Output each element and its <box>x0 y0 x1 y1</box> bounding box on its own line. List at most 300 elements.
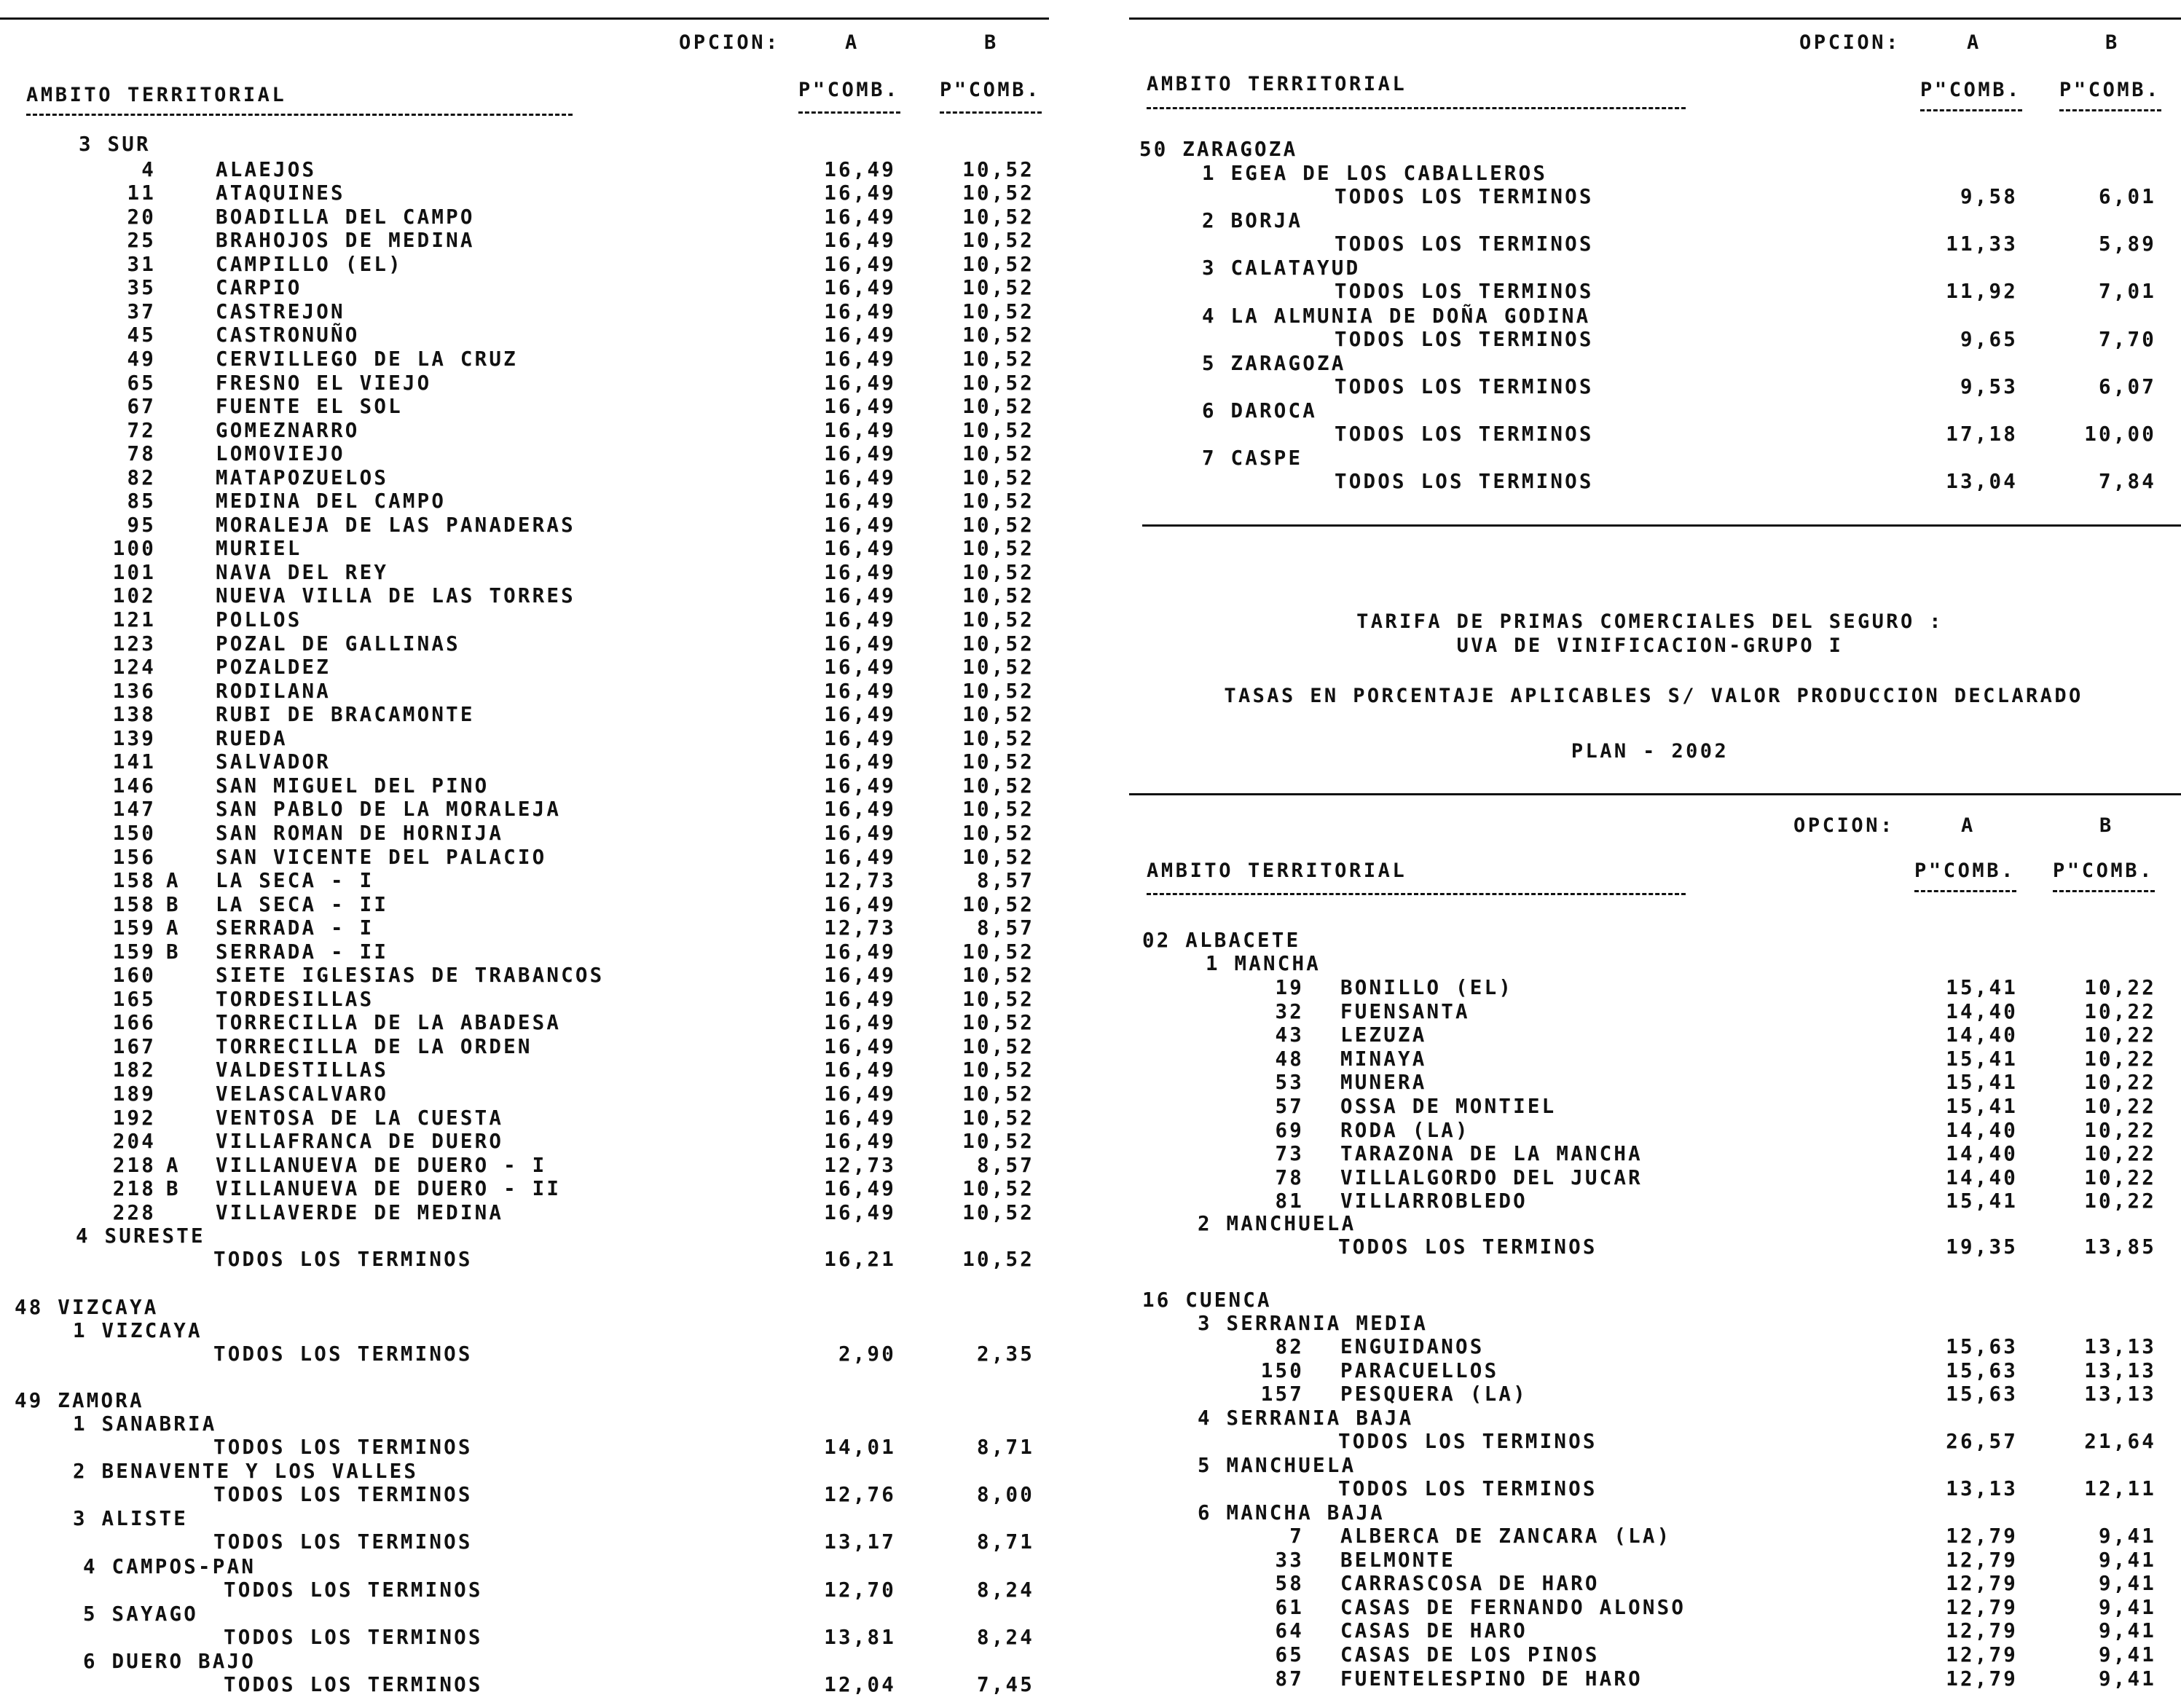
municipality-name: RODA (LA) <box>1340 1118 1470 1142</box>
rate-a: 17,18 <box>1946 422 2018 446</box>
rate-a: 12,73 <box>824 1153 896 1177</box>
municipality-name: PARACUELLOS <box>1340 1358 1499 1382</box>
rate-a: 9,58 <box>1960 185 2018 208</box>
terms-label: TODOS LOS TERMINOS <box>213 1436 473 1459</box>
municipality-code: 4 <box>141 157 156 181</box>
rate-b: 10,22 <box>2084 999 2156 1023</box>
rate-a: 16,49 <box>824 703 896 727</box>
rate-b: 7,01 <box>2098 280 2156 304</box>
ambito-label-2: AMBITO TERRITORIAL <box>1147 859 1407 882</box>
municipality-name: LA SECA - II <box>216 892 389 916</box>
vizcaya-terms: TODOS LOS TERMINOS <box>213 1342 473 1366</box>
municipality-code: 189 <box>112 1082 156 1106</box>
comarca-label: 6 DAROCA <box>1202 399 1318 422</box>
sureste-terms: TODOS LOS TERMINOS <box>213 1248 473 1271</box>
municipality-name: ATAQUINES <box>216 181 345 205</box>
municipality-name: BELMONTE <box>1340 1548 1456 1572</box>
municipality-code: 35 <box>127 276 156 300</box>
comarca-label: 4 LA ALMUNIA DE DOÑA GODINA <box>1202 304 1591 328</box>
municipality-code: 19 <box>1275 976 1304 999</box>
municipality-code: 37 <box>127 299 156 323</box>
municipality-code: 25 <box>127 229 156 253</box>
terms-label: TODOS LOS TERMINOS <box>224 1625 483 1649</box>
rate-a: 14,01 <box>824 1436 896 1459</box>
rate-b: 9,41 <box>2098 1595 2156 1619</box>
rate-a: 16,49 <box>824 679 896 703</box>
top-rule <box>0 17 1049 20</box>
municipality-code: 218 <box>112 1153 156 1177</box>
albacete-label: 02 ALBACETE <box>1142 929 1301 952</box>
municipality-code: 150 <box>112 821 156 845</box>
municipality-name: MEDINA DEL CAMPO <box>216 489 447 513</box>
rate-a: 14,40 <box>1946 1142 2018 1166</box>
mid-rule <box>1142 524 2181 527</box>
rate-b: 10,22 <box>2084 1047 2156 1071</box>
rate-b: 13,13 <box>2084 1358 2156 1382</box>
rate-b: 8,57 <box>976 916 1034 940</box>
municipality-name: NUEVA VILLA DE LAS TORRES <box>216 584 575 608</box>
municipality-code: 45 <box>127 323 156 347</box>
rate-b: 10,00 <box>2084 422 2156 446</box>
municipality-code: 158 <box>112 892 156 916</box>
rate-b: 8,71 <box>976 1436 1034 1459</box>
option-b-label-2: B <box>2099 814 2114 837</box>
rate-a: 12,79 <box>1946 1524 2018 1548</box>
rate-b: 10,52 <box>962 1034 1034 1058</box>
municipality-name: CASTRONUÑO <box>216 323 360 347</box>
municipality-name: MORALEJA DE LAS PANADERAS <box>216 513 575 537</box>
municipality-code: 192 <box>112 1106 156 1130</box>
municipality-code: 102 <box>112 584 156 608</box>
rate-b: 10,52 <box>962 276 1034 300</box>
municipality-code: 82 <box>1275 1335 1304 1358</box>
municipality-code: 150 <box>1260 1358 1304 1382</box>
terms-label: TODOS LOS TERMINOS <box>1335 232 1594 256</box>
municipality-name: VILLAVERDE DE MEDINA <box>216 1200 504 1224</box>
comarca-label: 1 SANABRIA <box>73 1412 217 1436</box>
rate-b: 10,52 <box>962 608 1034 631</box>
rate-a: 16,49 <box>824 418 896 442</box>
rate-a: 12,73 <box>824 916 896 940</box>
rate-a: 12,79 <box>1946 1572 2018 1596</box>
rate-a: 16,49 <box>824 465 896 489</box>
ambito-underline-2 <box>1147 893 1686 895</box>
rate-b: 7,70 <box>2098 327 2156 351</box>
rate-b: 7,84 <box>2098 470 2156 494</box>
municipality-code: 33 <box>1275 1548 1304 1572</box>
rate-a: 16,49 <box>824 631 896 656</box>
municipality-name: LA SECA - I <box>216 869 374 892</box>
municipality-name: MATAPOZUELOS <box>216 465 389 489</box>
municipality-code: 165 <box>112 987 156 1011</box>
pcomb-a-underline-2 <box>1914 890 2016 892</box>
sureste-a: 16,21 <box>824 1248 896 1271</box>
municipality-code: 20 <box>127 205 156 229</box>
rate-b: 10,52 <box>962 537 1034 561</box>
vizcaya-b: 2,35 <box>976 1342 1034 1366</box>
terms-label: TODOS LOS TERMINOS <box>1335 185 1594 208</box>
option-b-label: B <box>984 31 999 54</box>
rate-b: 10,52 <box>962 395 1034 418</box>
rate-a: 12,73 <box>824 869 896 892</box>
municipality-suffix: A <box>166 916 181 940</box>
municipality-suffix: B <box>166 892 181 916</box>
municipality-code: 78 <box>1275 1165 1304 1189</box>
municipality-name: SAN ROMAN DE HORNIJA <box>216 821 504 845</box>
municipality-name: POLLOS <box>216 608 302 631</box>
municipality-name: VILLANUEVA DE DUERO - II <box>216 1177 562 1201</box>
cuenca-sub-serrania-baja: 4 SERRANIA BAJA <box>1198 1406 1414 1430</box>
rate-a: 16,49 <box>824 489 896 513</box>
municipality-name: VILLARROBLEDO <box>1340 1189 1528 1213</box>
rate-a: 16,49 <box>824 798 896 822</box>
rate-b: 10,52 <box>962 703 1034 727</box>
sureste-label: 4 SURESTE <box>76 1224 205 1248</box>
rate-b: 10,52 <box>962 821 1034 845</box>
rate-a: 12,76 <box>824 1483 896 1507</box>
municipality-name: SAN VICENTE DEL PALACIO <box>216 845 547 869</box>
rate-a: 16,49 <box>824 821 896 845</box>
municipality-code: 167 <box>112 1034 156 1058</box>
municipality-name: MUNERA <box>1340 1071 1427 1095</box>
comarca-label: 3 ALISTE <box>73 1507 189 1531</box>
municipality-name: BOADILLA DEL CAMPO <box>216 205 475 229</box>
rate-b: 10,52 <box>962 964 1034 988</box>
rate-a: 15,41 <box>1946 1071 2018 1095</box>
albacete-manchuela-b: 13,85 <box>2084 1235 2156 1259</box>
rate-a: 16,49 <box>824 750 896 774</box>
municipality-suffix: B <box>166 940 181 964</box>
municipality-code: 73 <box>1275 1142 1304 1166</box>
rate-b: 10,52 <box>962 798 1034 822</box>
rate-a: 16,49 <box>824 442 896 466</box>
rate-a: 16,49 <box>824 513 896 537</box>
albacete-sub-mancha: 1 MANCHA <box>1206 952 1321 975</box>
municipality-suffix: A <box>166 869 181 892</box>
pcomb-a-underline <box>798 111 900 114</box>
rate-b: 10,52 <box>962 181 1034 205</box>
rate-a: 16,49 <box>824 1011 896 1035</box>
rate-b: 9,41 <box>2098 1572 2156 1596</box>
terms-label: TODOS LOS TERMINOS <box>1335 374 1594 398</box>
municipality-code: 82 <box>127 465 156 489</box>
municipality-code: 204 <box>112 1130 156 1154</box>
municipality-name: ALAEJOS <box>216 157 317 181</box>
rate-b: 10,52 <box>962 299 1034 323</box>
comarca-label: 2 BENAVENTE Y LOS VALLES <box>73 1460 419 1484</box>
municipality-code: 138 <box>112 703 156 727</box>
municipality-code: 228 <box>112 1200 156 1224</box>
rate-a: 15,41 <box>1946 1047 2018 1071</box>
rate-b: 10,52 <box>962 347 1034 371</box>
rate-a: 16,49 <box>824 1177 896 1201</box>
rate-b: 10,52 <box>962 1058 1034 1082</box>
vizcaya-sub: 1 VIZCAYA <box>73 1319 203 1342</box>
terms-label: TODOS LOS TERMINOS <box>1335 470 1594 494</box>
tariff-title: TARIFA DE PRIMAS COMERCIALES DEL SEGURO : <box>1356 610 1944 633</box>
terms-label: TODOS LOS TERMINOS <box>213 1483 473 1507</box>
municipality-name: TORRECILLA DE LA ORDEN <box>216 1034 533 1058</box>
municipality-code: 100 <box>112 537 156 561</box>
terms-label: TODOS LOS TERMINOS <box>1335 327 1594 351</box>
pcomb-b-label: P"COMB. <box>940 79 1041 101</box>
municipality-name: TORDESILLAS <box>216 987 374 1011</box>
zaragoza-label: 50 ZARAGOZA <box>1139 138 1298 161</box>
comarca-label: 1 EGEA DE LOS CABALLEROS <box>1202 162 1548 185</box>
municipality-code: 48 <box>1275 1047 1304 1071</box>
rate-a: 16,49 <box>824 987 896 1011</box>
cuenca-manchuela-b: 12,11 <box>2084 1477 2156 1500</box>
zamora-label: 49 ZAMORA <box>15 1389 144 1412</box>
terms-label: TODOS LOS TERMINOS <box>1335 422 1594 446</box>
municipality-code: 7 <box>1289 1524 1304 1548</box>
rate-a: 11,92 <box>1946 280 2018 304</box>
ambito-underline <box>26 114 573 116</box>
rate-a: 16,49 <box>824 1130 896 1154</box>
municipality-name: TORRECILLA DE LA ABADESA <box>216 1011 562 1035</box>
pcomb-b-label-2: P"COMB. <box>2053 859 2154 882</box>
municipality-code: 72 <box>127 418 156 442</box>
cuenca-sub-serrania-media: 3 SERRANIA MEDIA <box>1198 1312 1429 1335</box>
municipality-name: CAMPILLO (EL) <box>216 252 403 276</box>
rate-b: 9,41 <box>2098 1666 2156 1691</box>
municipality-code: 159 <box>112 940 156 964</box>
rate-b: 10,52 <box>962 1106 1034 1130</box>
municipality-name: POZALDEZ <box>216 656 331 680</box>
municipality-code: 124 <box>112 656 156 680</box>
rate-b: 10,22 <box>2084 976 2156 999</box>
rate-b: 10,52 <box>962 774 1034 798</box>
rate-a: 14,40 <box>1946 1023 2018 1047</box>
municipality-name: CASAS DE LOS PINOS <box>1340 1643 1600 1666</box>
municipality-code: 81 <box>1275 1189 1304 1213</box>
municipality-name: VILLANUEVA DE DUERO - I <box>216 1153 547 1177</box>
rate-a: 16,49 <box>824 1058 896 1082</box>
pcomb-b-underline <box>940 111 1042 114</box>
comarca-label: 3 CALATAYUD <box>1202 256 1361 280</box>
municipality-name: NAVA DEL REY <box>216 560 389 584</box>
municipality-name: FRESNO EL VIEJO <box>216 371 432 395</box>
right-pcomb-a-label: P"COMB. <box>1920 79 2021 101</box>
municipality-name: ENGUIDANOS <box>1340 1335 1485 1358</box>
rate-b: 10,52 <box>962 229 1034 253</box>
comarca-label: 4 CAMPOS-PAN <box>83 1554 256 1578</box>
rate-a: 15,63 <box>1946 1382 2018 1406</box>
rate-b: 10,52 <box>962 205 1034 229</box>
municipality-code: 166 <box>112 1011 156 1035</box>
rate-b: 10,22 <box>2084 1142 2156 1166</box>
cuenca-serrania-baja-terms: TODOS LOS TERMINOS <box>1338 1430 1598 1453</box>
plan-year: PLAN - 2002 <box>1571 740 1729 763</box>
pcomb-b-underline-2 <box>2053 890 2155 892</box>
rate-b: 8,57 <box>976 1153 1034 1177</box>
terms-label: TODOS LOS TERMINOS <box>1335 280 1594 304</box>
municipality-code: 95 <box>127 513 156 537</box>
rate-b: 10,22 <box>2084 1118 2156 1142</box>
municipality-code: 147 <box>112 798 156 822</box>
municipality-code: 123 <box>112 631 156 656</box>
municipality-code: 49 <box>127 347 156 371</box>
municipality-name: MINAYA <box>1340 1047 1427 1071</box>
municipality-name: VENTOSA DE LA CUESTA <box>216 1106 504 1130</box>
rate-b: 10,52 <box>962 1130 1034 1154</box>
rate-a: 16,49 <box>824 892 896 916</box>
comarca-label: 7 CASPE <box>1202 446 1303 471</box>
rate-a: 13,81 <box>824 1625 896 1649</box>
rate-b: 8,57 <box>976 869 1034 892</box>
right-column <box>1122 0 2181 1708</box>
right-ambito-label: AMBITO TERRITORIAL <box>1147 73 1407 95</box>
rate-b: 10,52 <box>962 679 1034 703</box>
municipality-code: 121 <box>112 608 156 631</box>
rate-a: 14,40 <box>1946 999 2018 1023</box>
municipality-code: 43 <box>1275 1023 1304 1047</box>
municipality-name: CERVILLEGO DE LA CRUZ <box>216 347 518 371</box>
rate-b: 10,52 <box>962 252 1034 276</box>
municipality-name: PESQUERA (LA) <box>1340 1382 1528 1406</box>
rate-a: 12,70 <box>824 1578 896 1602</box>
municipality-name: SAN PABLO DE LA MORALEJA <box>216 798 562 822</box>
rate-a: 16,49 <box>824 1034 896 1058</box>
rate-a: 15,41 <box>1946 1095 2018 1118</box>
municipality-name: POZAL DE GALLINAS <box>216 631 460 656</box>
option-a-label: A <box>845 31 860 54</box>
municipality-code: 156 <box>112 845 156 869</box>
municipality-name: LEZUZA <box>1340 1023 1427 1047</box>
rate-b: 10,52 <box>962 442 1034 466</box>
municipality-name: BRAHOJOS DE MEDINA <box>216 229 475 253</box>
municipality-name: SERRADA - I <box>216 916 374 940</box>
comarca-label: 6 DUERO BAJO <box>83 1650 256 1673</box>
rate-b: 13,13 <box>2084 1382 2156 1406</box>
municipality-code: 182 <box>112 1058 156 1082</box>
rate-a: 12,79 <box>1946 1619 2018 1643</box>
right-ambito-underline <box>1147 107 1686 109</box>
rate-a: 16,49 <box>824 560 896 584</box>
rate-b: 10,52 <box>962 750 1034 774</box>
rate-b: 10,52 <box>962 726 1034 750</box>
rate-b: 10,52 <box>962 371 1034 395</box>
rate-a: 16,49 <box>824 845 896 869</box>
rate-b: 9,41 <box>2098 1548 2156 1572</box>
municipality-name: BONILLO (EL) <box>1340 976 1514 999</box>
rate-b: 10,52 <box>962 489 1034 513</box>
rate-b: 8,24 <box>976 1625 1034 1649</box>
rate-b: 9,41 <box>2098 1524 2156 1548</box>
rate-b: 10,52 <box>962 1011 1034 1035</box>
municipality-code: 136 <box>112 679 156 703</box>
rate-a: 16,49 <box>824 205 896 229</box>
rate-b: 10,22 <box>2084 1071 2156 1095</box>
municipality-code: 11 <box>127 181 156 205</box>
rate-b: 10,52 <box>962 323 1034 347</box>
municipality-name: CARRASCOSA DE HARO <box>1340 1572 1600 1596</box>
rate-a: 9,53 <box>1960 374 2018 398</box>
municipality-name: OSSA DE MONTIEL <box>1340 1095 1557 1118</box>
albacete-manchuela-a: 19,35 <box>1946 1235 2018 1259</box>
municipality-name: RUEDA <box>216 726 288 750</box>
municipality-name: SERRADA - II <box>216 940 389 964</box>
rate-b: 10,22 <box>2084 1023 2156 1047</box>
rate-a: 16,49 <box>824 656 896 680</box>
albacete-manchuela-terms: TODOS LOS TERMINOS <box>1338 1235 1598 1259</box>
rate-a: 16,49 <box>824 395 896 418</box>
albacete-sub-manchuela: 2 MANCHUELA <box>1198 1212 1356 1235</box>
terms-label: TODOS LOS TERMINOS <box>224 1578 483 1602</box>
rate-a: 16,49 <box>824 323 896 347</box>
municipality-name: ALBERCA DE ZANCARA (LA) <box>1340 1524 1672 1548</box>
rate-a: 12,79 <box>1946 1548 2018 1572</box>
rate-b: 10,52 <box>962 1082 1034 1106</box>
rate-a: 16,49 <box>824 537 896 561</box>
region-label: 3 SUR <box>79 133 151 156</box>
pcomb-a-label: P"COMB. <box>798 79 900 101</box>
rate-b: 10,52 <box>962 987 1034 1011</box>
rate-a: 16,49 <box>824 157 896 181</box>
comarca-label: 5 ZARAGOZA <box>1202 351 1346 375</box>
rate-a: 14,40 <box>1946 1165 2018 1189</box>
municipality-suffix: A <box>166 1153 181 1177</box>
vizcaya-label: 48 VIZCAYA <box>15 1296 159 1319</box>
rate-a: 15,63 <box>1946 1358 2018 1382</box>
municipality-code: 65 <box>1275 1643 1304 1666</box>
rate-b: 10,52 <box>962 1200 1034 1224</box>
rate-a: 12,04 <box>824 1673 896 1696</box>
municipality-name: FUENTE EL SOL <box>216 395 403 418</box>
rate-b: 7,45 <box>976 1673 1034 1696</box>
comarca-label: 2 BORJA <box>1202 209 1303 233</box>
cuenca-sub-manchuela: 5 MANCHUELA <box>1198 1454 1356 1477</box>
opcion-label-2: OPCION: <box>1793 814 1895 837</box>
municipality-name: RUBI DE BRACAMONTE <box>216 703 475 727</box>
municipality-code: 67 <box>127 395 156 418</box>
opcion-label: OPCION: <box>679 31 780 54</box>
municipality-name: CASAS DE HARO <box>1340 1619 1528 1643</box>
rate-a: 16,49 <box>824 774 896 798</box>
pcomb-a-label-2: P"COMB. <box>1914 859 2016 882</box>
municipality-code: 160 <box>112 964 156 988</box>
right-option-b-label: B <box>2105 31 2120 54</box>
municipality-name: VALDESTILLAS <box>216 1058 389 1082</box>
rate-b: 6,07 <box>2098 374 2156 398</box>
right-pcomb-a-underline <box>1920 109 2022 111</box>
right-option-a-label: A <box>1967 31 1981 54</box>
municipality-name: CASAS DE FERNANDO ALONSO <box>1340 1595 1686 1619</box>
municipality-code: 69 <box>1275 1118 1304 1142</box>
municipality-code: 159 <box>112 916 156 940</box>
rate-b: 8,00 <box>976 1483 1034 1507</box>
comarca-label: 5 SAYAGO <box>83 1602 199 1626</box>
cuenca-manchuela-terms: TODOS LOS TERMINOS <box>1338 1477 1598 1500</box>
municipality-code: 101 <box>112 560 156 584</box>
rate-b: 10,52 <box>962 418 1034 442</box>
cuenca-serrania-baja-a: 26,57 <box>1946 1430 2018 1453</box>
rate-a: 15,41 <box>1946 976 2018 999</box>
rate-a: 16,49 <box>824 1200 896 1224</box>
rate-b: 5,89 <box>2098 232 2156 256</box>
municipality-code: 65 <box>127 371 156 395</box>
municipality-name: VILLALGORDO DEL JUCAR <box>1340 1165 1643 1189</box>
rate-a: 13,17 <box>824 1530 896 1554</box>
rate-b: 6,01 <box>2098 185 2156 208</box>
municipality-code: 218 <box>112 1177 156 1201</box>
municipality-code: 157 <box>1260 1382 1304 1406</box>
rate-a: 16,49 <box>824 726 896 750</box>
rate-a: 16,49 <box>824 371 896 395</box>
rate-b: 10,52 <box>962 1177 1034 1201</box>
rate-a: 13,04 <box>1946 470 2018 494</box>
rate-a: 16,49 <box>824 299 896 323</box>
